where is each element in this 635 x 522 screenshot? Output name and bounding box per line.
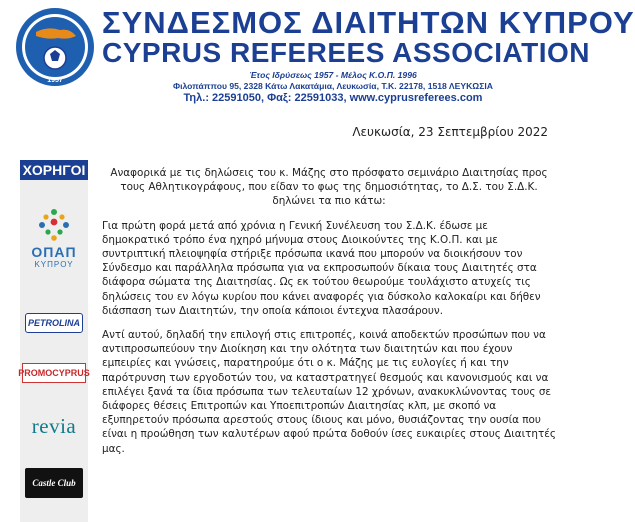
association-title-english: CYPRUS REFEREES ASSOCIATION [102,37,591,68]
letter-paragraph-2: Αντί αυτού, δηλαδή την επιλογή στις επιτροπές, κοινά αποδεκτών προσώπων που να αντιπροσωπεύουν την Διοίκηση και την ολότητα των διαιτητών και που έχουν εμπειρίες και γνώσεις, παρατηρούμε ότι ο κ. Μάζης με τις ευλογίες ή και την παρότρυνση των εργοδοτών του, να καταστρατηγεί θεσμούς και κανονισμούς και να επιλέγει ξανά τα ίδια πρόσωπα των τελευταίων 12 χρόνων, ανακυκλώνοντας τους σε διάφορες θέσεις Επιτροπών και Υποεπιτροπών Διαιτησίας κλπ, με σκοπό να εξυπηρετούν πρόσωπα αρεστούς στους ίδιους και μόνο, θυσιάζοντας την ουσία που είναι η προώθηση των καλυτέρων αφού πρώτα δοθούν ίσες ευκαιρίες στους Διαιτητές μας. [102,329,556,455]
promocyprus-logo: PROMOCYPRUS [22,363,86,383]
sponsor-castle-club [20,465,88,501]
sponsor-promocyprus [20,361,88,385]
sponsor-petrolina [20,310,88,336]
petrolina-logo: PETROLINA [25,313,83,333]
sponsors-sidebar [20,160,88,522]
letter-paragraph-1: Για πρώτη φορά μετά από χρόνια η Γενική Συνέλευση του Σ.Δ.Κ. έδωσε με δημοκρατικό τρόπο ένα ηχηρό μήνυμα στους Διοικούντες της Κ.Ο.Π. και με συντριπτική πλειοψηφία στήριξε πρόσωπα ικανά που μπορούν να διοικήσουν τον Σύνδεσμο και παράλληλα πρόσωπα για να εκπροσωπούν δίκαια τους Διαιτητές στα διάφορα σώματα της Διαιτησίας. Ως εκ τούτου θεωρούμε τουλάχιστο ατυχείς τις δηλώσεις του εν λόγω κυρίου που κάνει αναφορές για δύσκολο καλοκαίρι και δήθεν διάσπαση των Διαιτητών, την οποία κάποιοι έντεχνα πλασάρουν. [102,219,541,317]
letter-date: Λευκωσία, 23 Σεπτεμβρίου 2022 [352,125,548,139]
association-logo [14,6,96,88]
opap-logo-icon [34,208,74,242]
sponsor-revia [20,414,88,438]
sponsors-title: ΧΟΡΗΓΟΙ [20,160,88,180]
logo-year: 1957 [47,77,63,84]
address-line: Φιλοπάππου 95, 2328 Κάτω Λακατάμια, Λευκωσία, Τ.Κ. 22178, 1518 ΛΕΥΚΩΣΙΑ [173,81,493,91]
contact-line: Τηλ.: 22591050, Φαξ: 22591033, www.cyprusreferees.com [183,92,483,104]
opap-subtitle: ΚΥΠΡΟΥ [34,259,74,269]
association-title-greek: ΣΥΝΔΕΣΜΟΣ ΔΙΑΙΤΗΤΩΝ ΚΥΠΡΟΥ [102,5,635,40]
letterhead [0,0,635,110]
founded-line: Έτος Ιδρύσεως 1957 - Μέλος Κ.Ο.Π. 1996 [249,70,417,80]
opap-name: ΟΠΑΠ [31,243,77,260]
sponsor-opap [20,198,88,278]
castle-club-logo: Castle Club [25,468,83,498]
revia-logo: revia [31,413,77,438]
letter-intro: Αναφορικά με τις δηλώσεις του κ. Μάζης στο πρόσφατο σεμινάριο Διαιτησίας προς τους Αθλητικογράφους, που είδαν το φως της δημοσιότητας, το Δ.Σ. του Σ.Δ.Κ. δηλώνει τα πιο κάτω: [110,167,548,208]
letter-body [102,166,556,466]
